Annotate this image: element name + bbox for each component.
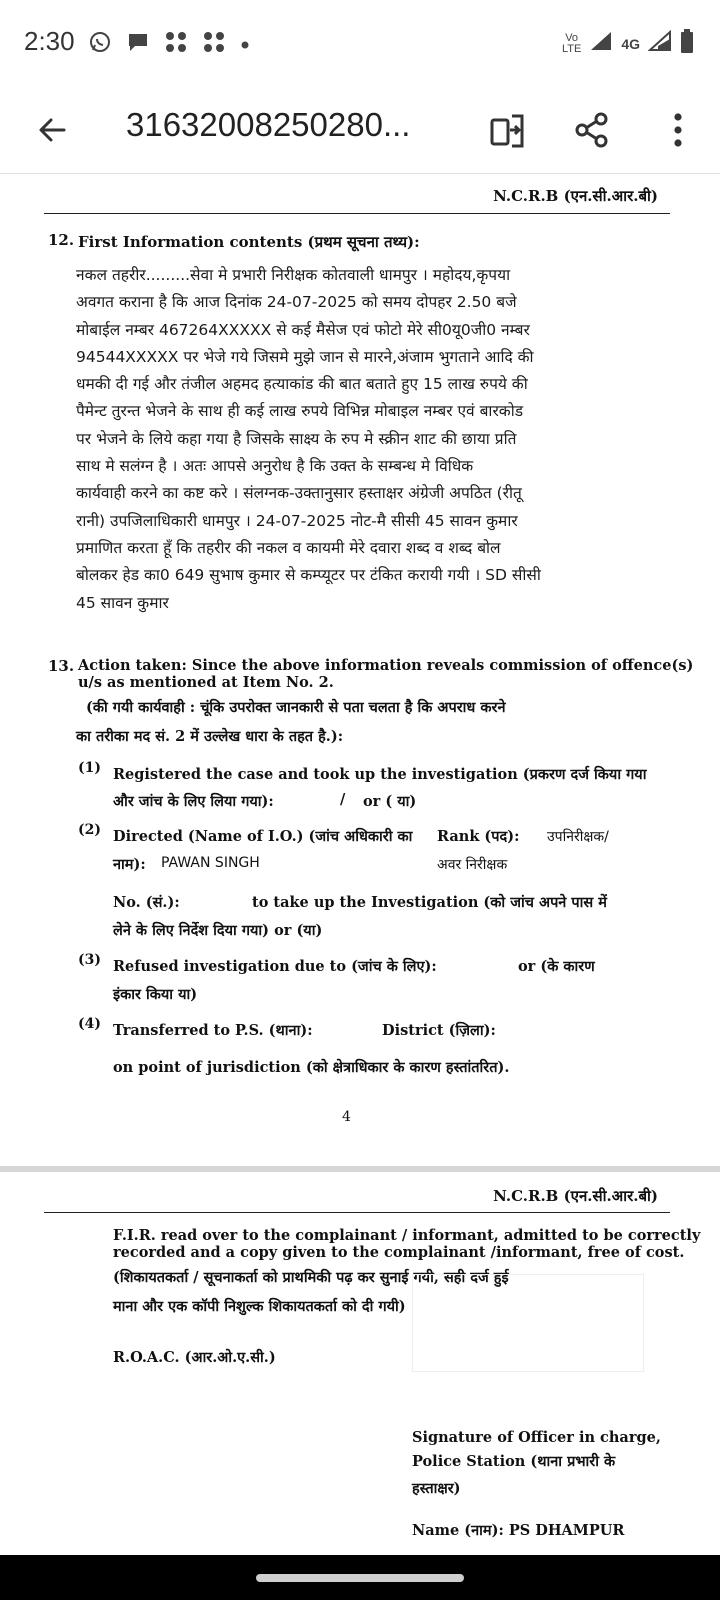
ncrb-header-2: N.C.R.B (एन.सी.आर.बी) (493, 1187, 658, 1205)
document-title: 31632008250280... (126, 106, 411, 143)
status-time: 2:30 (24, 26, 75, 56)
signature-label-cont: Police Station (थाना प्रभारी के (412, 1453, 616, 1470)
fir-readover-hindi: (शिकायतकर्ता / सूचनाकर्ता को प्राथमिकी पढ़ कर सुनाई गयी, सही दर्ज हुई (113, 1269, 509, 1286)
rank-value-cont: अवर निरीक्षक (437, 857, 508, 873)
open-with-button[interactable] (484, 106, 532, 154)
signature-box (412, 1274, 644, 1372)
io-number-label: No. (सं.): (113, 894, 180, 911)
notification-icons (88, 30, 250, 58)
district-label: District (ज़िला): (382, 1022, 496, 1039)
share-button[interactable] (568, 106, 616, 154)
item-3-text-cont: इंकार किया या) (113, 986, 198, 1003)
item-2-number: (2) (78, 822, 101, 838)
back-button[interactable] (28, 106, 76, 154)
status-bar (0, 0, 720, 88)
whatsapp-icon (88, 30, 112, 58)
document-viewer[interactable] (0, 175, 720, 1555)
item-1-text-cont: और जांच के लिए लिया गया): (113, 793, 274, 810)
navigation-bar (0, 1555, 720, 1600)
section-13-title-cont: u/s as mentioned at Item No. 2. (78, 674, 334, 691)
section-13-title: Action taken: Since the above information reveals commission of offence(s) (78, 657, 694, 674)
more-vert-icon (672, 112, 684, 148)
item-4-number: (4) (78, 1016, 101, 1032)
rank-value: उपनिरीक्षक/ (547, 829, 609, 845)
item-3-text: Refused investigation due to (जांच के लिए): (113, 958, 437, 975)
rank-label: Rank (पद): (437, 828, 520, 845)
battery-icon (680, 28, 694, 59)
section-12-number: 12. (48, 231, 75, 249)
first-information-contents: नकल तहरीर.........सेवा मे प्रभारी निरीक्षक कोतवाली धामपुर । महोदय,कृपया अवगत कराना है कि आज दिनांक 24-07-2025 को समय दोपहर 2.50 बजे मोबाईल नम्बर 467264XXXXX से कई मैसेज एवं फोटो मेरे सी0यू0जी0 नम्बर 94544XXXXX पर भेजे गये जिसमे मुझे जान से मारने,अंजाम भुगताने आदि की धमकी दी गई और तंजील अहमद हत्याकांड की बात बताते हुए 15 लाख रुपये की पैमेन्ट तुरन्त भेजने के साथ ही कई लाख रुपये विभिन्न मोबाइल नम्बर एवं बारकोड पर भेजने के लिये कहा गया है जिसके साक्ष्य के रुप मे स्क्रीन शाट की छाया प्रति साथ मे सलंग्न है । अतः आपसे अनुरोध है कि उक्त के सम्बन्ध मे विधिक कार्यवाही करने का कष्ट करे । संलग्नक-उक्तानुसार हस्ताक्षर अंग्रेजी अपठित (रीतू रानी) उपजिलाधिकारी धामपुर । 24-07-2025 नोट-मै सीसी 45 सावन कुमार प्रमाणित करता हूँ कि तहरीर की नकल व कायमी मेरे दवारा शब्द व शब्द बोल बोलकर हेड का0 649 सुभाष कुमार से कम्प्यूटर पर टंकित करायी गयी । SD सीसी 45 सावन कुमार (76, 266, 541, 612)
fir-readover-text: F.I.R. read over to the complainant / informant, admitted to be correctly (113, 1227, 701, 1244)
signal-icon-2 (648, 30, 672, 57)
header-rule-2 (44, 1212, 670, 1213)
page-separator (0, 1166, 720, 1172)
arrow-left-icon (36, 114, 68, 146)
item-3-number: (3) (78, 952, 101, 968)
chat-bubble-icon (126, 31, 150, 57)
item-1-number: (1) (78, 760, 101, 776)
section-13-number: 13. (48, 657, 75, 675)
ncrb-header: N.C.R.B (एन.सी.आर.बी) (493, 187, 658, 205)
signal-icon (589, 30, 613, 57)
item-1-slash: / (340, 791, 346, 808)
section-13-hindi: (की गयी कार्यवाही : चूंकि उपरोक्त जानकारी से पता चलता है कि अपराध करने (86, 699, 506, 716)
take-up-investigation-text: to take up the Investigation (को जांच अपने पास में (252, 894, 607, 911)
page-number: 4 (342, 1109, 351, 1125)
system-icons (562, 28, 694, 59)
network-type: 4G (621, 35, 640, 52)
share-icon (573, 111, 611, 149)
app-bar (0, 88, 720, 174)
io-name-value: PAWAN SINGH (161, 855, 260, 871)
signature-label-hindi: हस्ताक्षर) (412, 1480, 461, 1497)
home-gesture-handle[interactable] (256, 1574, 464, 1582)
section-12-title: First Information contents (प्रथम सूचना तथ्य): (78, 233, 420, 251)
header-rule (44, 213, 670, 214)
roac-label: R.O.A.C. (आर.ओ.ए.सी.) (113, 1349, 276, 1366)
fir-readover-hindi-cont: माना और एक कॉपी निशुल्क शिकायतकर्ता को दी गयी) (113, 1298, 406, 1315)
item-3-or: or (के कारण (518, 958, 595, 975)
item-1-text: Registered the case and took up the investigation (प्रकरण दर्ज किया गया (113, 766, 647, 783)
app-grid-icon-2 (202, 30, 226, 58)
take-up-investigation-text-cont: लेने के लिए निर्देश दिया गया) or (या) (113, 922, 323, 939)
transferred-ps-label: Transferred to P.S. (थाना): (113, 1022, 313, 1039)
fir-readover-text-cont: recorded and a copy given to the complainant /informant, free of cost. (113, 1244, 685, 1261)
more-options-button[interactable] (654, 106, 702, 154)
more-notifications-dot-icon (240, 35, 250, 54)
io-name-label: Directed (Name of I.O.) (जांच अधिकारी का (113, 828, 413, 845)
open-in-app-icon (488, 110, 528, 150)
jurisdiction-text: on point of jurisdiction (को क्षेत्राधिकार के कारण हस्तांतरित). (113, 1059, 510, 1076)
app-grid-icon (164, 30, 188, 58)
io-name-label-cont: नाम): (113, 856, 146, 873)
officer-name-partial: Name (नाम): PS DHAMPUR (412, 1522, 625, 1539)
volte-indicator: Vo LTE (561, 31, 582, 55)
section-13-hindi-cont: का तरीका मद सं. 2 में उल्लेख धारा के तहत है.): (76, 728, 344, 745)
signature-label: Signature of Officer in charge, (412, 1429, 661, 1446)
item-1-or: or ( या) (363, 793, 417, 810)
